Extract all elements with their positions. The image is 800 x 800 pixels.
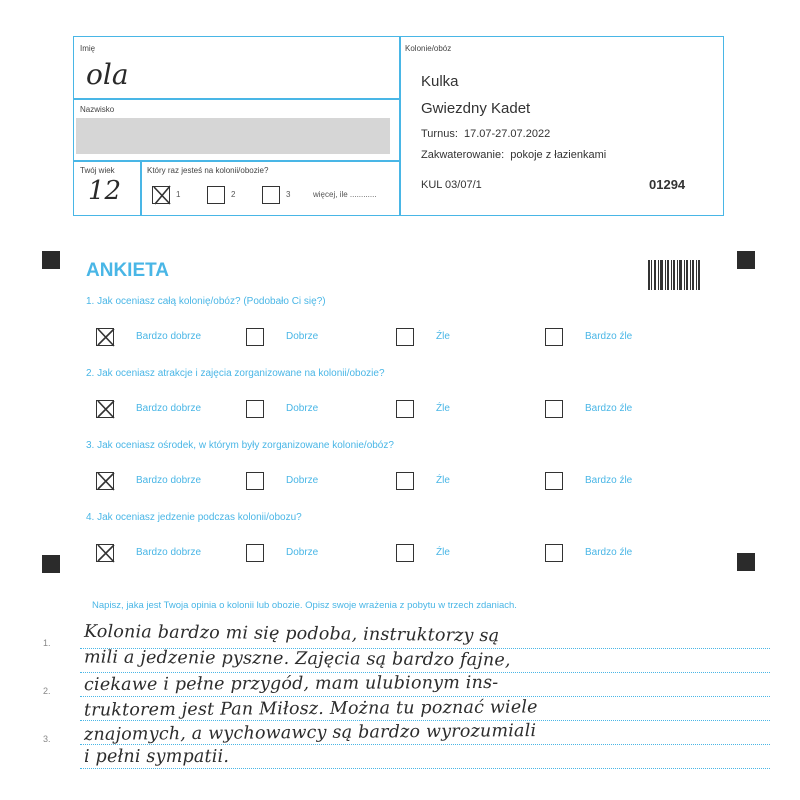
handwritten-line[interactable]: mili a jedzenie pyszne. Zajęcia są bardzo fajne, [83, 647, 511, 671]
rating-option-label: Bardzo dobrze [136, 475, 202, 486]
rating-checkbox[interactable] [246, 472, 264, 490]
rating-option-label: Bardzo źle [585, 331, 633, 342]
rating-option-label: Źle [436, 331, 450, 342]
visit-count-checkbox-2[interactable] [207, 186, 225, 204]
cross-mark-icon [151, 184, 173, 206]
line-number: 3. [43, 734, 51, 744]
cross-mark-icon [95, 398, 117, 420]
survey-title: ANKIETA [86, 260, 170, 281]
visit-count-checkbox-3[interactable] [262, 186, 280, 204]
accommodation-row [421, 149, 606, 161]
rating-checkbox[interactable] [545, 472, 563, 490]
visit-count-option-3: 3 [286, 190, 291, 199]
rating-option-label: Bardzo dobrze [136, 331, 202, 342]
header-col-divider [140, 160, 142, 216]
rating-checkbox[interactable] [246, 400, 264, 418]
accommodation-label: Zakwaterowanie: [421, 149, 505, 161]
writing-line [80, 744, 770, 745]
rating-option-label: Dobrze [286, 403, 319, 414]
visit-count-option-1: 1 [176, 190, 181, 199]
rating-option-label: Dobrze [286, 547, 319, 558]
form-number: 01294 [649, 177, 686, 192]
header-row-divider [73, 160, 400, 162]
turnus-row [421, 128, 550, 140]
barcode-icon [648, 260, 700, 290]
registration-marker [737, 553, 755, 571]
rating-option-label: Bardzo źle [585, 403, 633, 414]
visit-count-more: więcej, ile ............ [313, 190, 377, 199]
question-text: 4. Jak oceniasz jedzenie podczas kolonii/obozu? [86, 512, 302, 523]
question-text: 2. Jak oceniasz atrakcje i zajęcia zorganizowane na kolonii/obozie? [86, 368, 385, 379]
rating-checkbox[interactable] [396, 544, 414, 562]
registration-marker [42, 251, 60, 269]
surname-redacted [76, 118, 390, 154]
age-value[interactable]: 12 [88, 176, 122, 206]
line-number: 2. [43, 686, 51, 696]
rating-checkbox[interactable] [96, 472, 114, 490]
rating-checkbox[interactable] [396, 472, 414, 490]
rating-checkbox[interactable] [246, 328, 264, 346]
rating-checkbox[interactable] [246, 544, 264, 562]
question-text: 3. Jak oceniasz ośrodek, w którym były zorganizowane kolonie/obóz? [86, 440, 394, 451]
opinion-prompt: Napisz, jaka jest Twoja opinia o kolonii lub obozie. Opisz swoje wrażenia z pobytu w trzech zdaniach. [92, 600, 517, 611]
handwritten-line[interactable]: truktorem jest Pan Miłosz. Można tu poznać wiele [83, 697, 538, 721]
rating-option-label: Bardzo źle [585, 547, 633, 558]
rating-option-label: Źle [436, 547, 450, 558]
cross-mark-icon [95, 542, 117, 564]
registration-marker [737, 251, 755, 269]
rating-option-label: Źle [436, 403, 450, 414]
rating-checkbox[interactable] [396, 328, 414, 346]
rating-checkbox[interactable] [545, 400, 563, 418]
writing-line [80, 696, 770, 697]
rating-checkbox[interactable] [396, 400, 414, 418]
handwritten-line[interactable]: i pełni sympatii. [84, 747, 230, 767]
visit-count-label: Który raz jesteś na kolonii/obozie? [147, 166, 269, 175]
rating-checkbox[interactable] [96, 400, 114, 418]
barcode [648, 260, 700, 290]
turnus-label: Turnus: [421, 128, 458, 140]
writing-line [80, 768, 770, 769]
surname-label: Nazwisko [80, 105, 115, 114]
rating-checkbox[interactable] [96, 328, 114, 346]
writing-line [80, 720, 770, 721]
rating-option-label: Bardzo dobrze [136, 547, 202, 558]
name-value[interactable]: ola [86, 58, 129, 91]
visit-count-option-2: 2 [231, 190, 236, 199]
camp-code: KUL 03/07/1 [421, 179, 482, 191]
rating-option-label: Źle [436, 475, 450, 486]
cross-mark-icon [95, 470, 117, 492]
header-divider [399, 36, 401, 216]
rating-checkbox[interactable] [96, 544, 114, 562]
handwritten-line[interactable]: Kolonia bardzo mi się podoba, instruktorzy są [83, 621, 500, 647]
name-label: Imię [80, 44, 96, 53]
rating-option-label: Bardzo dobrze [136, 403, 202, 414]
registration-marker [42, 555, 60, 573]
cross-mark-icon [95, 326, 117, 348]
rating-option-label: Bardzo źle [585, 475, 633, 486]
rating-option-label: Dobrze [286, 475, 319, 486]
camp-subtitle: Gwiezdny Kadet [421, 100, 531, 117]
rating-checkbox[interactable] [545, 544, 563, 562]
accommodation-value: pokoje z łazienkami [510, 149, 607, 161]
line-number: 1. [43, 638, 51, 648]
rating-checkbox[interactable] [545, 328, 563, 346]
visit-count-checkbox-1[interactable] [152, 186, 170, 204]
header-row-divider [73, 98, 400, 100]
camp-name: Kulka [421, 73, 459, 90]
camp-label: Kolonie/obóz [405, 44, 452, 53]
handwritten-line[interactable]: znajomych, a wychowawcy są bardzo wyrozumiali [83, 721, 537, 745]
question-text: 1. Jak oceniasz całą kolonię/obóz? (Podobało Ci się?) [86, 296, 326, 307]
turnus-value: 17.07-27.07.2022 [463, 128, 551, 140]
age-label: Twój wiek [80, 166, 115, 175]
rating-option-label: Dobrze [286, 331, 319, 342]
handwritten-line[interactable]: ciekawe i pełne przygód, mam ulubionym ins- [83, 672, 499, 696]
